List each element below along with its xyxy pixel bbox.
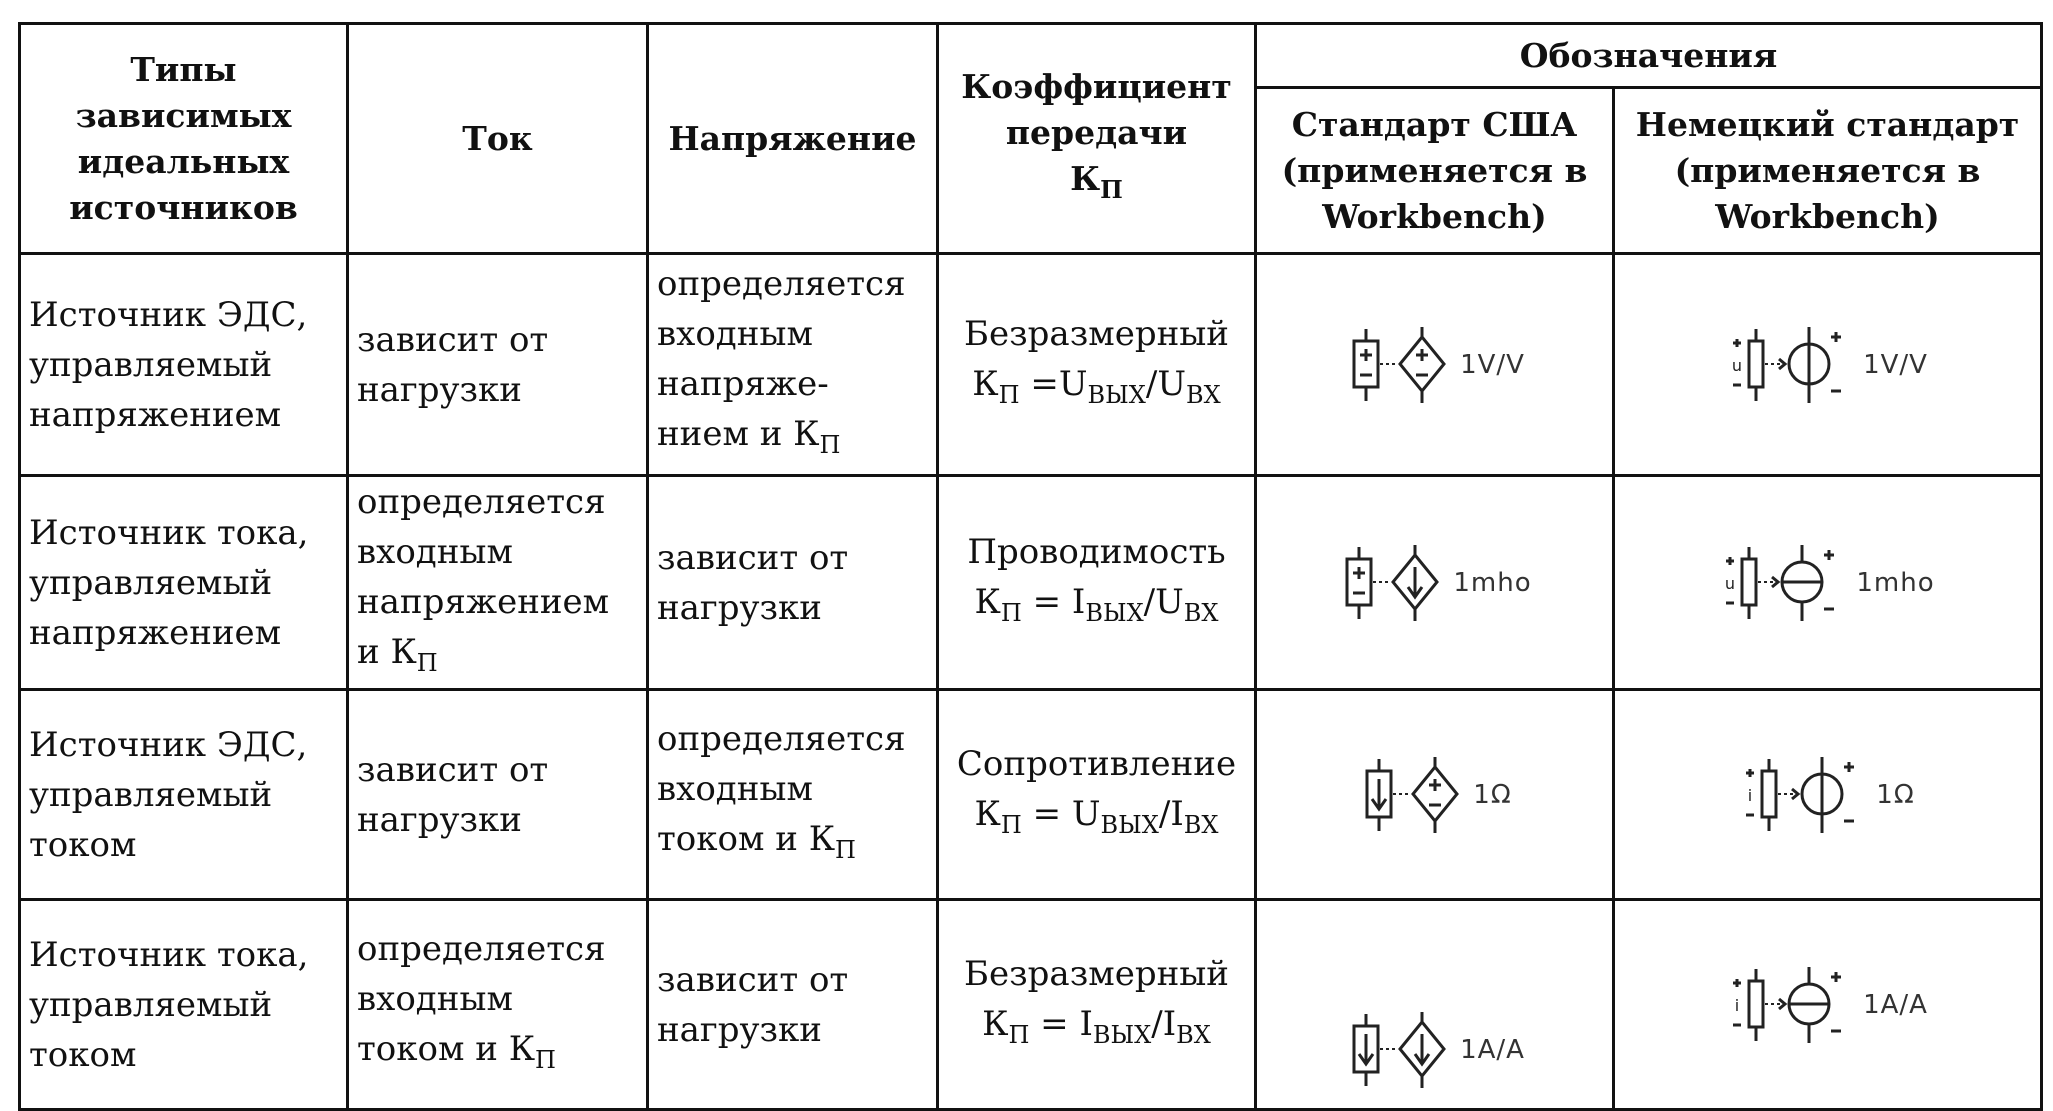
voltage-controlled-current-source-us-icon <box>1337 543 1447 623</box>
header-coefficient: Коэффициент передачи $К_П$ <box>938 24 1256 254</box>
transfer-coefficient-cell <box>938 254 1256 476</box>
coefficient-name: Сопротивление <box>956 744 1237 784</box>
svg-text:u: u <box>1725 573 1736 593</box>
header-us-standard: Стандарт США (применяется в Workbench) <box>1256 88 1614 254</box>
coefficient-name: Безразмерный <box>964 954 1229 994</box>
voltage-controlled-voltage-source-de-icon <box>1727 325 1857 405</box>
de-symbol-cell <box>1614 476 2042 690</box>
coefficient-name: Проводимость <box>967 532 1226 572</box>
coefficient-formula: $К_П = U_{ВЫХ}/I_{ВХ}$ <box>974 794 1219 839</box>
coefficient-formula: $К_П =U_{ВЫХ}/U_{ВХ}$ <box>972 364 1221 409</box>
us-symbol-label: 1V/V <box>1460 349 1525 380</box>
source-type-cell: Источник тока, управляемый током <box>20 900 348 1110</box>
current-cell: определяется входным напряжением и $К_П$ <box>348 476 648 690</box>
header-row-1 <box>20 24 2042 88</box>
header-voltage: Напряжение <box>648 24 938 254</box>
header-current: Ток <box>348 24 648 254</box>
source-type-cell: Источник тока, управляемый напряжением <box>20 476 348 690</box>
source-type-cell: Источник ЭДС, управляемый напряжением <box>20 254 348 476</box>
header-types: Типы зависимых идеальных источников <box>20 24 348 254</box>
de-symbol-cell <box>1614 254 2042 476</box>
de-symbol-cell <box>1614 690 2042 900</box>
de-symbol-label: 1Ω <box>1876 779 1915 810</box>
current-cell: зависит от нагрузки <box>348 690 648 900</box>
current-cell: зависит от нагрузки <box>348 254 648 476</box>
coefficient-formula: $К_П = I_{ВЫХ}/U_{ВХ}$ <box>974 582 1219 627</box>
dependent-sources-table <box>18 22 2043 1111</box>
cropped-caption-line <box>0 0 2053 10</box>
voltage-controlled-current-source-de-icon <box>1720 543 1850 623</box>
coefficient-name: Безразмерный <box>964 314 1229 354</box>
svg-text:i: i <box>1748 785 1753 805</box>
us-symbol-label: 1mho <box>1453 567 1532 598</box>
voltage-cell: определяется входным током и $К_П$ <box>648 690 938 900</box>
current-controlled-current-source-us-icon <box>1344 1010 1454 1090</box>
current-cell: определяется входным током и $К_П$ <box>348 900 648 1110</box>
header-designations: Обозначения <box>1256 24 2042 88</box>
us-symbol-cell <box>1256 690 1614 900</box>
voltage-controlled-voltage-source-us-icon <box>1344 325 1454 405</box>
voltage-cell: зависит от нагрузки <box>648 476 938 690</box>
transfer-coefficient-cell <box>938 900 1256 1110</box>
table-row <box>20 476 2042 690</box>
header-de-standard: Немецкий стандарт (применяется в Workbench) <box>1614 88 2042 254</box>
us-symbol-label: 1Ω <box>1473 779 1512 810</box>
table-row <box>20 690 2042 900</box>
de-symbol-label: 1mho <box>1856 567 1935 598</box>
svg-text:i: i <box>1734 995 1740 1015</box>
voltage-cell: определяется входным напряже- нием и $К_П$ <box>648 254 938 476</box>
transfer-coefficient-cell <box>938 476 1256 690</box>
table-row <box>20 900 2042 1110</box>
current-controlled-voltage-source-us-icon <box>1357 755 1467 835</box>
us-symbol-cell <box>1256 254 1614 476</box>
us-symbol-cell <box>1256 476 1614 690</box>
de-symbol-label: 1A/A <box>1863 989 1928 1020</box>
coefficient-formula: $К_П = I_{ВЫХ}/I_{ВХ}$ <box>982 1004 1211 1049</box>
current-controlled-voltage-source-de-icon <box>1740 755 1870 835</box>
transfer-coefficient-cell <box>938 690 1256 900</box>
us-symbol-label: 1A/A <box>1460 1035 1525 1065</box>
current-controlled-current-source-de-icon <box>1727 965 1857 1045</box>
de-symbol-label: 1V/V <box>1863 349 1928 380</box>
svg-text:u: u <box>1731 355 1743 375</box>
voltage-cell: зависит от нагрузки <box>648 900 938 1110</box>
us-symbol-cell <box>1256 900 1614 1110</box>
source-type-cell: Источник ЭДС, управляемый током <box>20 690 348 900</box>
de-symbol-cell <box>1614 900 2042 1110</box>
table-row <box>20 254 2042 476</box>
